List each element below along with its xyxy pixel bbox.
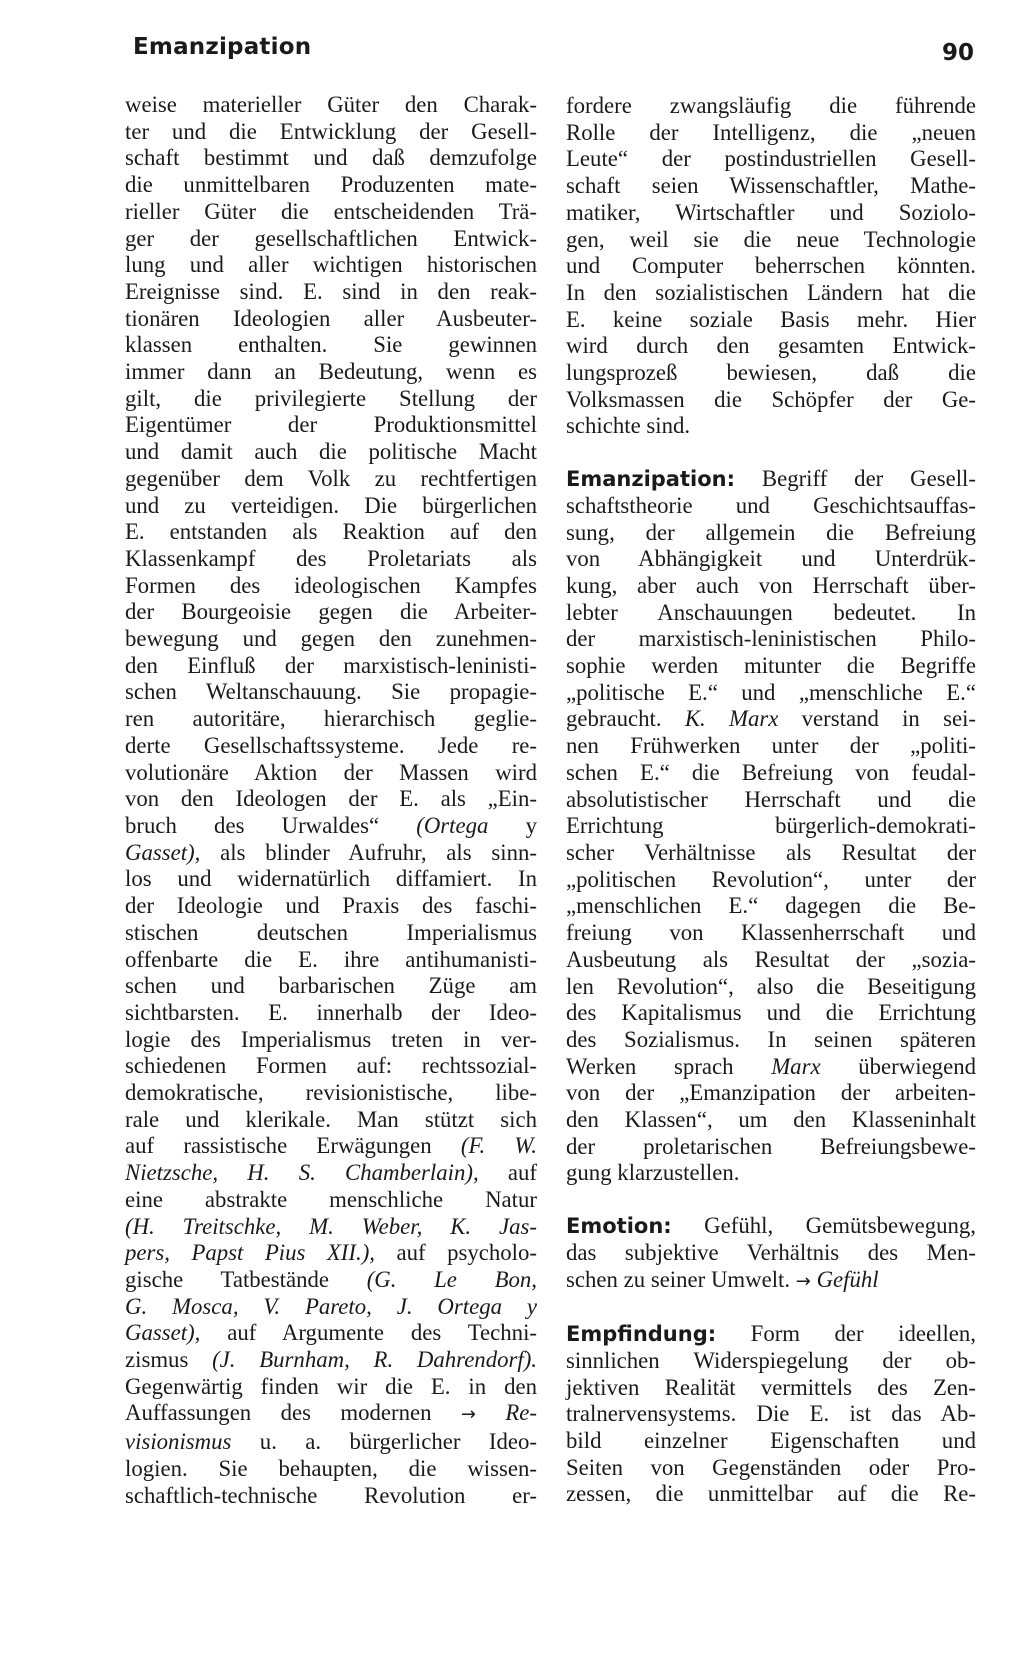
- text-line: schaftstheorie und Geschichtsauffas-: [566, 492, 976, 518]
- text-line: der proletarischen Befreiungsbewe-: [566, 1133, 976, 1159]
- text-line: [125, 840, 537, 867]
- text-line: [125, 1160, 537, 1187]
- text-run: auf psycholo-: [374, 1240, 537, 1266]
- text-line: logien. Sie behaupten, die wissen-: [125, 1455, 537, 1481]
- text-line: sung, der allgemein die Befreiung: [566, 519, 976, 545]
- text-line: tionären Ideologien aller Ausbeuter-: [125, 305, 537, 331]
- text-line: [125, 1400, 537, 1429]
- text-line: los und widernatürlich diffamiert. In: [125, 866, 537, 892]
- left-column: [125, 92, 537, 1509]
- text-line: schiedenen Formen auf: rechtssozial-: [125, 1053, 537, 1079]
- cross-reference-arrow-icon: →: [460, 1404, 476, 1426]
- text-line: tralnervensystems. Die E. ist das Ab-: [566, 1401, 976, 1427]
- text-line: [125, 1240, 537, 1267]
- author-citation: (Ortega: [416, 812, 489, 838]
- text-run: auf Argumente des Techni-: [200, 1320, 537, 1346]
- text-line: [125, 1133, 537, 1160]
- text-line: freiung von Klassenherrschaft und: [566, 920, 976, 946]
- running-head: Emanzipation: [133, 34, 312, 60]
- text-run: schen zu seiner Umwelt.: [566, 1266, 796, 1292]
- author-citation: Nietzsche, H. S. Chamberlain),: [125, 1160, 479, 1186]
- continued-paragraph: [566, 93, 976, 440]
- text-line: [125, 1320, 537, 1347]
- text-run: überwiegend: [820, 1053, 976, 1079]
- entry-emanzipation: [566, 466, 976, 1187]
- text-line: sichtbarsten. E. innerhalb der Ideo-: [125, 999, 537, 1025]
- cross-reference: visionismus: [125, 1429, 232, 1455]
- author-citation: (F. W.: [460, 1133, 538, 1159]
- page-number: 90: [942, 40, 975, 66]
- author-citation: pers, Papst Pius XII.),: [125, 1240, 375, 1266]
- text-line: eine abstrakte menschliche Natur: [125, 1186, 537, 1212]
- text-line: gen, weil sie die neue Technologie: [566, 226, 976, 252]
- author-citation: Gasset),: [125, 839, 201, 865]
- text-line: von der „Emanzipation der arbeiten-: [566, 1080, 976, 1106]
- text-line: und zu verteidigen. Die bürgerlichen: [125, 492, 537, 518]
- left-column-text: [125, 92, 537, 1509]
- text-line: die unmittelbaren Produzenten mate-: [125, 172, 537, 198]
- text-run: auf rassistische Erwägungen: [125, 1133, 461, 1159]
- text-run: Auffassungen des modernen: [125, 1400, 461, 1426]
- text-line: von Abhängigkeit und Unterdrük-: [566, 546, 976, 572]
- text-line: „menschlichen E.“ dagegen die Be-: [566, 893, 976, 919]
- text-run: bruch des Urwaldes“: [125, 812, 417, 838]
- text-run: u. a. bürgerlicher Ideo-: [231, 1429, 537, 1455]
- text-run: Form der ideellen,: [716, 1321, 976, 1347]
- text-line: [566, 466, 976, 493]
- text-line: absolutistischer Herrschaft und die: [566, 786, 976, 812]
- text-line: [566, 706, 976, 733]
- author-citation: G. Mosca, V. Pareto, J. Ortega y: [125, 1293, 537, 1319]
- entry-headword: Emotion:: [566, 1214, 672, 1239]
- text-line: kung, aber auch von Herrschaft über-: [566, 572, 976, 598]
- text-line: [125, 1429, 537, 1456]
- text-line: fordere zwangsläufig die führende: [566, 93, 976, 118]
- text-run: als blinder Aufruhr, als sinn-: [200, 839, 537, 865]
- text-line: [566, 1267, 976, 1296]
- text-line: das subjektive Verhältnis des Men-: [566, 1239, 976, 1265]
- text-line: [125, 1267, 537, 1294]
- text-line: volutionäre Aktion der Massen wird: [125, 759, 537, 785]
- text-line: [566, 1213, 976, 1240]
- text-run: Begriff der Gesell-: [734, 466, 976, 492]
- text-line: demokratische, revisionistische, libe-: [125, 1080, 537, 1106]
- text-line: bewegung und gegen den zunehmen-: [125, 626, 537, 652]
- entry-empfindung: [566, 1321, 976, 1508]
- text-run: gische Tatbestände: [125, 1266, 367, 1292]
- text-line: Ausbeutung als Resultat der „sozia-: [566, 946, 976, 972]
- text-line: zessen, die unmittelbar auf die Re-: [566, 1481, 976, 1507]
- author-citation: Marx: [771, 1053, 821, 1079]
- text-run: Werken sprach: [566, 1053, 772, 1079]
- text-line: schaft bestimmt und daß demzufolge: [125, 145, 537, 171]
- text-line: bild einzelner Eigenschaften und: [566, 1428, 976, 1454]
- cross-reference: Gefühl: [810, 1266, 879, 1292]
- text-line: gilt, die privilegierte Stellung der: [125, 385, 537, 411]
- text-line: scher Verhältnisse als Resultat der: [566, 839, 976, 865]
- author-citation: (H. Treitschke, M. Weber, K. Jas-: [125, 1213, 537, 1239]
- text-line: des Sozialismus. In seinen späteren: [566, 1026, 976, 1052]
- text-line: sophie werden mitunter die Begriffe: [566, 653, 976, 679]
- entry-emotion: [566, 1213, 976, 1295]
- text-line: Errichtung bürgerlich-demokrati-: [566, 813, 976, 839]
- cross-reference-arrow-icon: →: [795, 1270, 811, 1292]
- text-line: klassen enthalten. Sie gewinnen: [125, 332, 537, 358]
- text-line: rale und klerikale. Man stützt sich: [125, 1106, 537, 1132]
- text-run: verstand in sei-: [778, 706, 976, 732]
- text-line: ren autoritäre, hierarchisch geglie-: [125, 706, 537, 732]
- text-line: Leute“ der postindustriellen Gesell-: [566, 146, 976, 172]
- text-line: stischen deutschen Imperialismus: [125, 919, 537, 945]
- text-run: zismus: [125, 1347, 213, 1373]
- author-citation: (J. Burnham, R. Dahrendorf).: [212, 1347, 537, 1373]
- text-line: Rolle der Intelligenz, die „neuen: [566, 119, 976, 145]
- text-line: Ereignisse sind. E. sind in den reak-: [125, 278, 537, 304]
- text-line: [566, 1054, 976, 1081]
- text-line: schaftlich-technische Revolution er-: [125, 1482, 537, 1508]
- text-line: von den Ideologen der E. als „Ein-: [125, 786, 537, 812]
- text-line: immer dann an Bedeutung, wenn es: [125, 359, 537, 385]
- text-run: y: [488, 812, 537, 838]
- text-line: [125, 1214, 537, 1241]
- text-line: den Klassen“, um den Klasseninhalt: [566, 1107, 976, 1133]
- text-line: Volksmassen die Schöpfer der Ge-: [566, 386, 976, 412]
- text-line: den Einfluß der marxistisch-leninisti-: [125, 652, 537, 678]
- text-line: der marxistisch-leninistischen Philo-: [566, 626, 976, 652]
- right-column: [566, 93, 976, 1508]
- entry-headword: Empfindung:: [566, 1322, 717, 1347]
- text-run: Gefühl, Gemütsbewegung,: [671, 1213, 976, 1239]
- text-line: len Revolution“, also die Beseitigung: [566, 973, 976, 999]
- entry-headword: Emanzipation:: [566, 467, 735, 492]
- text-line: und damit auch die politische Macht: [125, 439, 537, 465]
- text-line: und Computer beherrschen könnten.: [566, 253, 976, 279]
- text-line: schen E.“ die Befreiung von feudal-: [566, 759, 976, 785]
- text-line: ter und die Entwicklung der Gesell-: [125, 118, 537, 144]
- text-line: logie des Imperialismus treten in ver-: [125, 1026, 537, 1052]
- text-line: offenbarte die E. ihre antihumanisti-: [125, 946, 537, 972]
- text-line: Seiten von Gegenständen oder Pro-: [566, 1454, 976, 1480]
- text-line: sinnlichen Widerspiegelung der ob-: [566, 1347, 976, 1373]
- text-line: Formen des ideologischen Kampfes: [125, 572, 537, 598]
- text-run: gebraucht.: [566, 706, 685, 732]
- text-line: der Bourgeoisie gegen die Arbeiter-: [125, 599, 537, 625]
- text-line: lungsprozeß bewiesen, daß die: [566, 360, 976, 386]
- text-line: schen und barbarischen Züge am: [125, 973, 537, 999]
- text-line: matiker, Wirtschaftler und Soziolo-: [566, 199, 976, 225]
- text-line: [125, 1294, 537, 1321]
- text-line: Klassenkampf des Proletariats als: [125, 545, 537, 571]
- text-line: „politischen Revolution“, unter der: [566, 866, 976, 892]
- text-line: gegenüber dem Volk zu rechtfertigen: [125, 465, 537, 491]
- author-citation: Gasset),: [125, 1320, 201, 1346]
- text-line: jektiven Realität vermittels des Zen-: [566, 1374, 976, 1400]
- text-line: schaft seien Wissenschaftler, Mathe-: [566, 173, 976, 199]
- text-line: Gegenwärtig finden wir die E. in den: [125, 1373, 537, 1399]
- text-line: E. entstanden als Reaktion auf den: [125, 519, 537, 545]
- text-line: schen Weltanschauung. Sie propagie-: [125, 679, 537, 705]
- text-line: Eigentümer der Produktionsmittel: [125, 412, 537, 438]
- text-line: der Ideologie und Praxis des faschi-: [125, 893, 537, 919]
- text-line: weise materieller Güter den Charak-: [125, 92, 537, 117]
- text-line: lung und aller wichtigen historischen: [125, 252, 537, 278]
- text-line: E. keine soziale Basis mehr. Hier: [566, 306, 976, 332]
- text-line: gung klarzustellen.: [566, 1160, 740, 1186]
- cross-reference: Re-: [475, 1400, 537, 1426]
- text-line: derte Gesellschaftssysteme. Jede re-: [125, 732, 537, 758]
- text-line: [566, 1321, 976, 1348]
- text-line: rieller Güter die entscheidenden Trä-: [125, 198, 537, 224]
- text-line: schichte sind.: [566, 413, 691, 439]
- text-line: wird durch den gesamten Entwick-: [566, 333, 976, 359]
- text-line: ger der gesellschaftlichen Entwick-: [125, 225, 537, 251]
- text-line: [125, 1347, 537, 1374]
- text-line: lebter Anschauungen bedeutet. In: [566, 599, 976, 625]
- author-citation: (G. Le Bon,: [366, 1266, 537, 1292]
- text-line: [125, 813, 537, 840]
- text-line: In den sozialistischen Ländern hat die: [566, 279, 976, 305]
- text-run: auf: [478, 1160, 537, 1186]
- text-line: „politische E.“ und „menschliche E.“: [566, 679, 976, 705]
- text-line: nen Frühwerken unter der „politi-: [566, 733, 976, 759]
- author-citation: K. Marx: [684, 706, 779, 732]
- text-line: des Kapitalismus und die Errichtung: [566, 1000, 976, 1026]
